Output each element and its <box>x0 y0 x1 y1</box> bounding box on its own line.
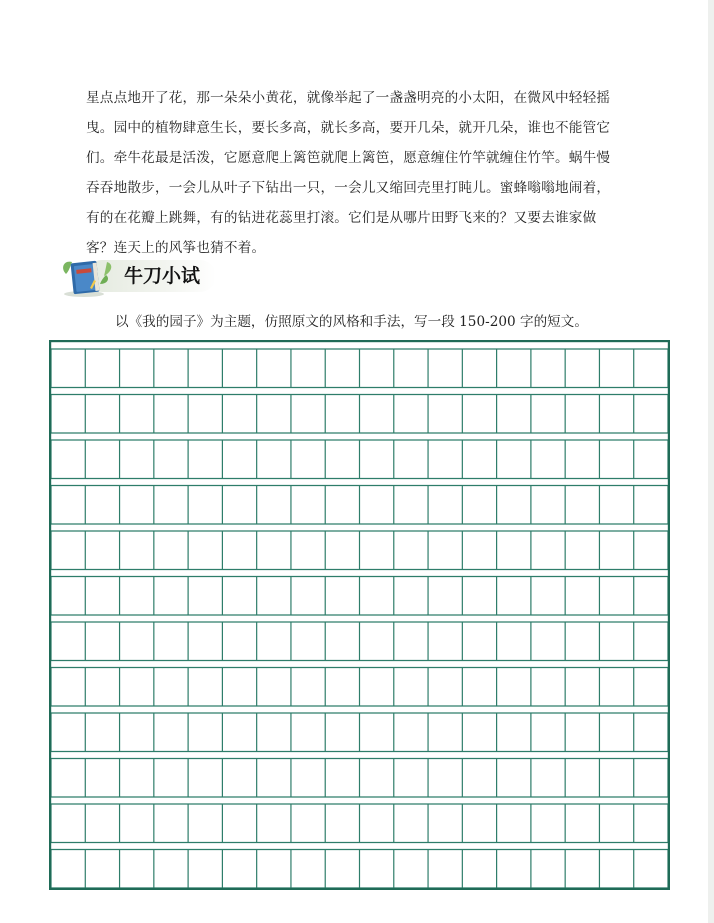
passage-line: 星点点地开了花，那一朵朵小黄花，就像举起了一盏盏明亮的小太阳，在微风中轻轻摇 <box>86 90 611 106</box>
passage-line: 客？连天上的风筝也猜不着。 <box>86 240 266 256</box>
page-edge <box>708 0 714 923</box>
passage-line: 们。牵牛花最是活泼，它愿意爬上篱笆就爬上篱笆，愿意缠住竹竿就缠住竹竿。蜗牛慢 <box>86 150 611 166</box>
passage-line: 吞吞地散步，一会儿从叶子下钻出一只，一会儿又缩回壳里打盹儿。蜜蜂嗡嗡地闹着， <box>86 180 611 196</box>
reading-passage <box>86 83 646 263</box>
section-header <box>58 254 218 298</box>
passage-line: 有的在花瓣上跳舞，有的钻进花蕊里打滚。它们是从哪片田野飞来的？又要去谁家做 <box>86 210 597 226</box>
writing-grid[interactable] <box>49 340 670 890</box>
book-icon <box>60 254 116 298</box>
section-title: 牛刀小试 <box>124 265 201 287</box>
passage-line: 曳。园中的植物肆意生长，要长多高，就长多高，要开几朵，就开几朵，谁也不能管它 <box>86 120 611 136</box>
writing-prompt: 以《我的园子》为主题，仿照原文的风格和手法，写一段 150-200 字的短文。 <box>115 314 588 330</box>
